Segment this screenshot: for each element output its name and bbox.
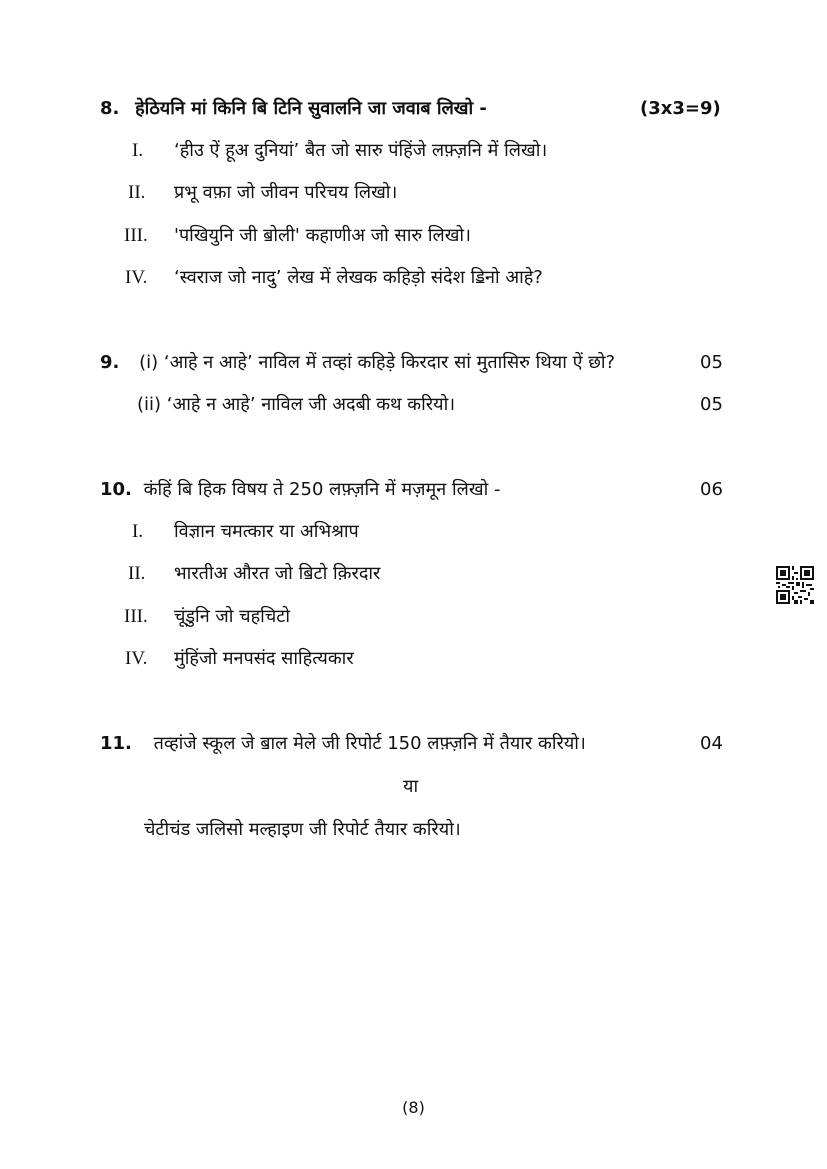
question-marks: 05 [700, 394, 723, 415]
question-marks: 04 [700, 733, 723, 754]
item-label: IV. [125, 267, 148, 288]
page-number: (8) [402, 1098, 425, 1117]
item-label: I. [132, 140, 144, 161]
item-label: III. [124, 606, 148, 627]
question-11-header [100, 732, 586, 756]
item-label: IV. [125, 648, 148, 669]
question-text: (i) ‘आहे न आहे’ नाविल में तव्हां कहिड़े किरदार सां मुतासिरु थिया ऐं छो? [139, 352, 616, 373]
item-text: 'पखियुनि जी ॿोली' कहाणीअ जो सारु लिखो। [174, 225, 471, 246]
question-number: 8. [100, 98, 120, 119]
item-text: विज्ञान चमत्कार या अभिश्राप [174, 521, 359, 542]
item-text: मुंहिंजो मनपसंद साहित्यकार [174, 648, 354, 669]
question-10-header [100, 478, 500, 502]
item-label: I. [132, 521, 144, 542]
question-marks: (3x3=9) [640, 98, 721, 119]
question-number: 10. [100, 479, 132, 500]
question-text: कंहिं बि हिक विषय ते 250 लफ़्ज़नि में मज़मून लिखो - [143, 479, 501, 500]
question-9-part-2: (ii) ‘आहे न आहे’ नाविल जी अदबी कथ करियो। [137, 394, 456, 415]
question-marks: 05 [700, 352, 723, 373]
item-label: II. [128, 563, 146, 584]
item-text: ‘स्वराज जो नादु’ लेख में लेखक कहिड़ो संदेश ॾिनो आहे? [174, 267, 543, 288]
question-9-part-1 [100, 351, 615, 375]
question-8-header [100, 97, 487, 121]
item-text: ‘हीउ ऐं हूअ दुनियां’ बैत जो सारु पंहिंजे लफ़्ज़नि में लिखो। [174, 140, 548, 161]
item-text: प्रभू वफ़ा जो जीवन परिचय लिखो। [174, 182, 398, 203]
qr-code-icon [776, 566, 814, 604]
question-text: हेठियनि मां किनि बि टिनि सुवालनि जा जवाब लिखो - [135, 98, 487, 119]
item-label: II. [128, 182, 146, 203]
question-number: 9. [100, 352, 120, 373]
or-separator: या [403, 776, 419, 797]
question-11-alternative: चेटीचंड जलिसो मल्हाइण जी रिपोर्ट तैयार करियो। [144, 819, 461, 840]
item-text: चूंडुनि जो चहचिटो [174, 606, 290, 627]
question-number: 11. [100, 733, 132, 754]
item-label: III. [124, 225, 148, 246]
question-text: तव्हांजे स्कूल जे ॿाल मेले जी रिपोर्ट 150 लफ़्ज़नि में तैयार करियो। [153, 733, 586, 754]
item-text: भारतीअ औरत जो ॿिटो क़िरदार [174, 563, 381, 584]
question-marks: 06 [700, 479, 723, 500]
